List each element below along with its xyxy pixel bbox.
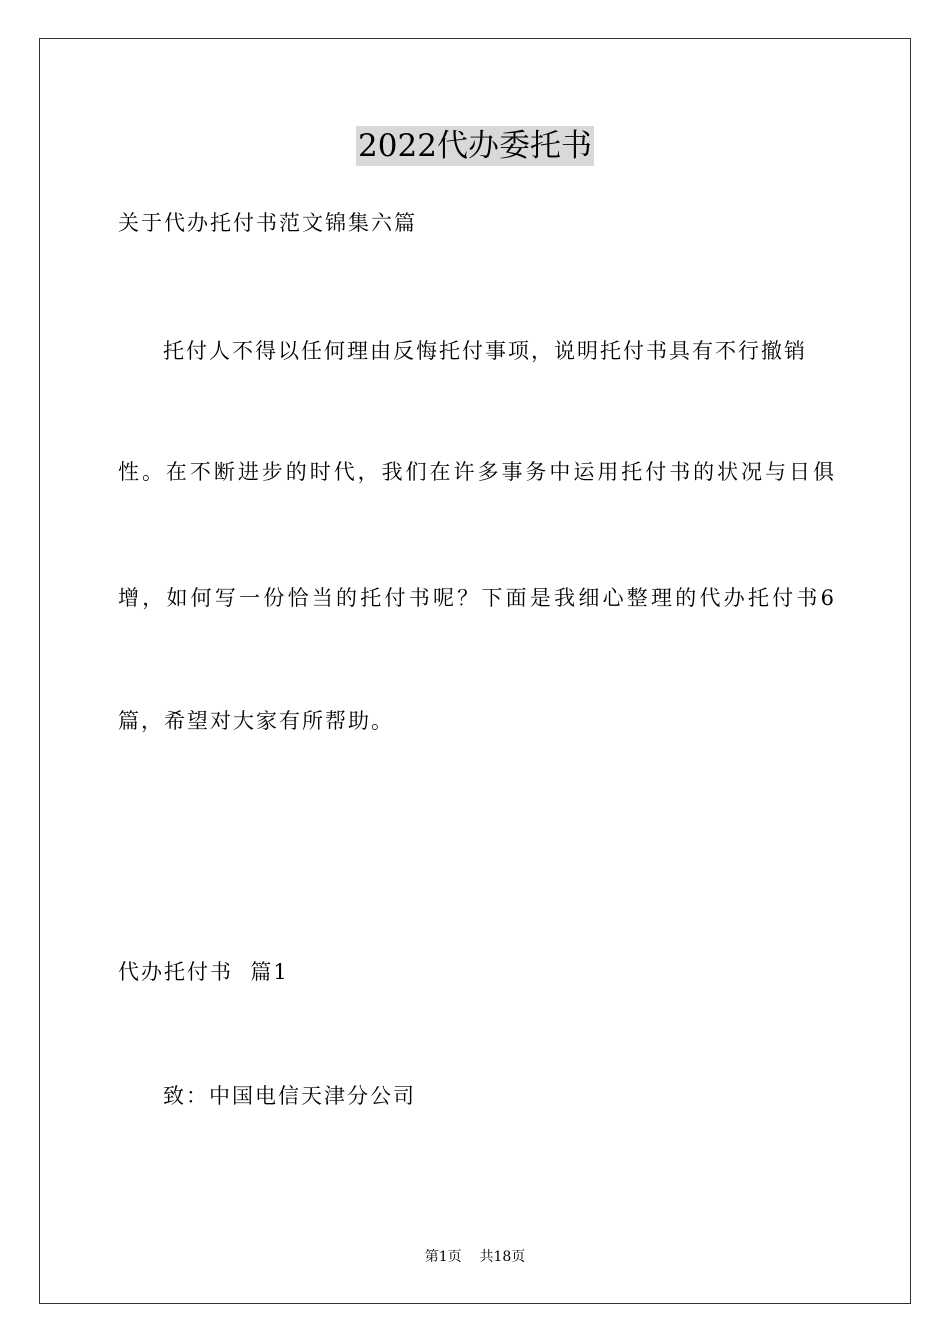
addressee: 致：中国电信天津分公司 (163, 1084, 416, 1108)
title-container (0, 126, 950, 166)
intro-line-4: 篇，希望对大家有所帮助。 (118, 709, 394, 733)
intro-line-3: 增，如何写一份恰当的托付书呢？下面是我细心整理的代办托付书6 (118, 586, 834, 610)
page-number-footer: 第1页 共18页 (424, 1249, 526, 1265)
intro-line-1: 托付人不得以任何理由反悔托付事项，说明托付书具有不行撤销 (163, 339, 807, 363)
section-heading: 代办托付书 篇1 (118, 960, 289, 984)
intro-line-2: 性。在不断进步的时代，我们在许多事务中运用托付书的状况与日俱 (118, 460, 834, 484)
document-subtitle: 关于代办托付书范文锦集六篇 (118, 211, 417, 235)
document-title: 2022代办委托书 (358, 128, 592, 164)
